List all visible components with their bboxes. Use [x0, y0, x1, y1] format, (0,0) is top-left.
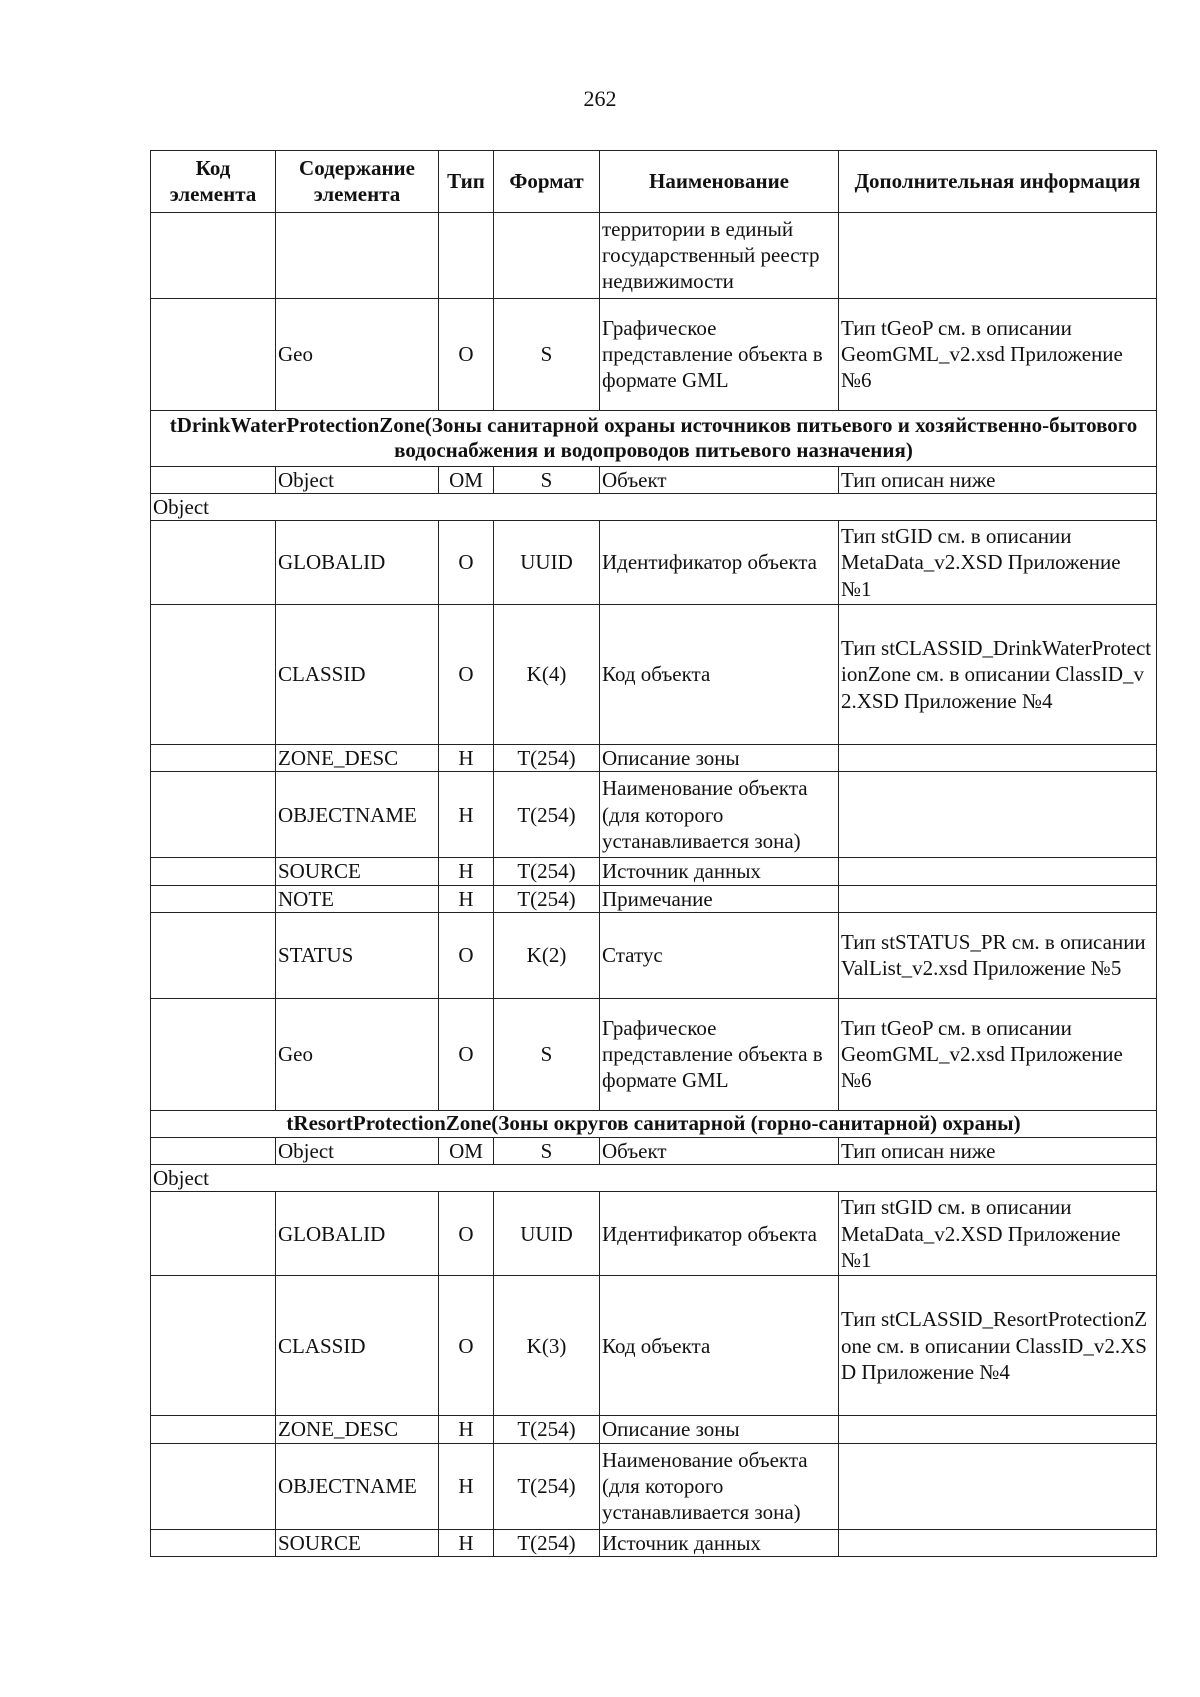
cell-content: ZONE_DESC	[276, 745, 439, 772]
cell-format: T(254)	[494, 745, 600, 772]
object-label: Object	[151, 493, 1157, 520]
cell-content: CLASSID	[276, 605, 439, 745]
section-header-row	[151, 410, 1157, 466]
cell-name: Наименование объекта (для которого устанавливается зона)	[600, 1443, 839, 1529]
cell-format: T(254)	[494, 885, 600, 912]
cell-info: Тип stCLASSID_DrinkWaterProtectionZone см. в описании ClassID_v2.XSD Приложение №4	[839, 605, 1157, 745]
cell-name: Код объекта	[600, 605, 839, 745]
header-content: Содержание элемента	[276, 151, 439, 213]
cell-type: O	[439, 1192, 494, 1276]
header-info: Дополнительная информация	[839, 151, 1157, 213]
cell-info: Тип описан ниже	[839, 466, 1157, 493]
cell-type: H	[439, 885, 494, 912]
cell-content: ZONE_DESC	[276, 1416, 439, 1443]
cell-info: Тип stGID см. в описании MetaData_v2.XSD Приложение №1	[839, 521, 1157, 605]
cell-type: H	[439, 745, 494, 772]
cell-info	[839, 1529, 1157, 1556]
table-row	[151, 745, 1157, 772]
cell-name: Графическое представление объекта в формате GML	[600, 298, 839, 410]
cell-content: SOURCE	[276, 1529, 439, 1556]
cell-content: Geo	[276, 998, 439, 1110]
table-row	[151, 772, 1157, 858]
cell-name: Статус	[600, 912, 839, 998]
object-row	[151, 466, 1157, 493]
object-label-row	[151, 493, 1157, 520]
cell-type: O	[439, 912, 494, 998]
cell-info: Тип описан ниже	[839, 1137, 1157, 1164]
table-header-row	[151, 151, 1157, 213]
cell-content: GLOBALID	[276, 1192, 439, 1276]
cell-content: GLOBALID	[276, 521, 439, 605]
header-format: Формат	[494, 151, 600, 213]
table-row	[151, 912, 1157, 998]
cell-format: T(254)	[494, 1443, 600, 1529]
cell-name: Примечание	[600, 885, 839, 912]
table-row	[151, 521, 1157, 605]
cell-content: OBJECTNAME	[276, 772, 439, 858]
cell-info	[839, 1443, 1157, 1529]
cell-type: H	[439, 772, 494, 858]
object-row	[151, 1137, 1157, 1164]
cell-name: Идентификатор объекта	[600, 521, 839, 605]
cell-type: H	[439, 1443, 494, 1529]
header-type: Тип	[439, 151, 494, 213]
cell-info: Тип stGID см. в описании MetaData_v2.XSD Приложение №1	[839, 1192, 1157, 1276]
cell-format: K(4)	[494, 605, 600, 745]
table-row	[151, 1192, 1157, 1276]
table-row	[151, 1529, 1157, 1556]
cell-format: S	[494, 466, 600, 493]
cell-format: K(2)	[494, 912, 600, 998]
table-row	[151, 1276, 1157, 1416]
cell-type: O	[439, 998, 494, 1110]
table-row	[151, 605, 1157, 745]
section-title: tResortProtectionZone(Зоны округов санитарной (горно-санитарной) охраны)	[151, 1110, 1157, 1137]
cell-format: T(254)	[494, 1416, 600, 1443]
cell-name: Идентификатор объекта	[600, 1192, 839, 1276]
header-name: Наименование	[600, 151, 839, 213]
cell-content: CLASSID	[276, 1276, 439, 1416]
cell-name: Код объекта	[600, 1276, 839, 1416]
cell-type: OM	[439, 1137, 494, 1164]
page-number: 262	[583, 86, 617, 111]
cell-info: Тип tGeoP см. в описании GeomGML_v2.xsd Приложение №6	[839, 998, 1157, 1110]
cell-content: Object	[276, 466, 439, 493]
cell-format: S	[494, 298, 600, 410]
cell-info	[839, 772, 1157, 858]
table-row	[151, 858, 1157, 885]
cell-info: Тип tGeoP см. в описании GeomGML_v2.xsd Приложение №6	[839, 298, 1157, 410]
cell-name: территории в единый государственный реестр недвижимости	[600, 212, 839, 298]
cell-content: Object	[276, 1137, 439, 1164]
cell-format: T(254)	[494, 858, 600, 885]
table-row	[151, 1416, 1157, 1443]
cell-info: Тип stSTATUS_PR см. в описании ValList_v2.xsd Приложение №5	[839, 912, 1157, 998]
object-label-row	[151, 1165, 1157, 1192]
table-row	[151, 885, 1157, 912]
table-row	[151, 212, 1157, 298]
header-code: Код элемента	[151, 151, 276, 213]
cell-content: SOURCE	[276, 858, 439, 885]
cell-type: H	[439, 1529, 494, 1556]
cell-name: Источник данных	[600, 858, 839, 885]
element-table	[150, 150, 1157, 1557]
cell-format: S	[494, 1137, 600, 1164]
cell-info	[839, 858, 1157, 885]
cell-name: Объект	[600, 1137, 839, 1164]
cell-name: Источник данных	[600, 1529, 839, 1556]
cell-name: Описание зоны	[600, 1416, 839, 1443]
table-row	[151, 1443, 1157, 1529]
cell-info: Тип stCLASSID_ResortProtectionZone см. в описании ClassID_v2.XSD Приложение №4	[839, 1276, 1157, 1416]
section-title: tDrinkWaterProtectionZone(Зоны санитарной охраны источников питьевого и хозяйственно-бытового водоснабжения и водопроводов питьевого назначения)	[151, 410, 1157, 466]
cell-format: T(254)	[494, 772, 600, 858]
cell-type: O	[439, 521, 494, 605]
cell-type: O	[439, 605, 494, 745]
cell-type: H	[439, 858, 494, 885]
cell-name: Описание зоны	[600, 745, 839, 772]
cell-format: S	[494, 998, 600, 1110]
cell-info	[839, 1416, 1157, 1443]
cell-info	[839, 885, 1157, 912]
table-row	[151, 998, 1157, 1110]
cell-name: Объект	[600, 466, 839, 493]
cell-format: K(3)	[494, 1276, 600, 1416]
cell-format: T(254)	[494, 1529, 600, 1556]
cell-type: OM	[439, 466, 494, 493]
table-row	[151, 298, 1157, 410]
cell-content: NOTE	[276, 885, 439, 912]
cell-content: OBJECTNAME	[276, 1443, 439, 1529]
cell-type: H	[439, 1416, 494, 1443]
cell-name: Наименование объекта (для которого устанавливается зона)	[600, 772, 839, 858]
cell-type: O	[439, 1276, 494, 1416]
cell-format: UUID	[494, 521, 600, 605]
cell-info	[839, 745, 1157, 772]
cell-content: STATUS	[276, 912, 439, 998]
cell-format: UUID	[494, 1192, 600, 1276]
cell-name: Графическое представление объекта в формате GML	[600, 998, 839, 1110]
cell-content: Geo	[276, 298, 439, 410]
section-header-row	[151, 1110, 1157, 1137]
object-label: Object	[151, 1165, 1157, 1192]
cell-type: O	[439, 298, 494, 410]
